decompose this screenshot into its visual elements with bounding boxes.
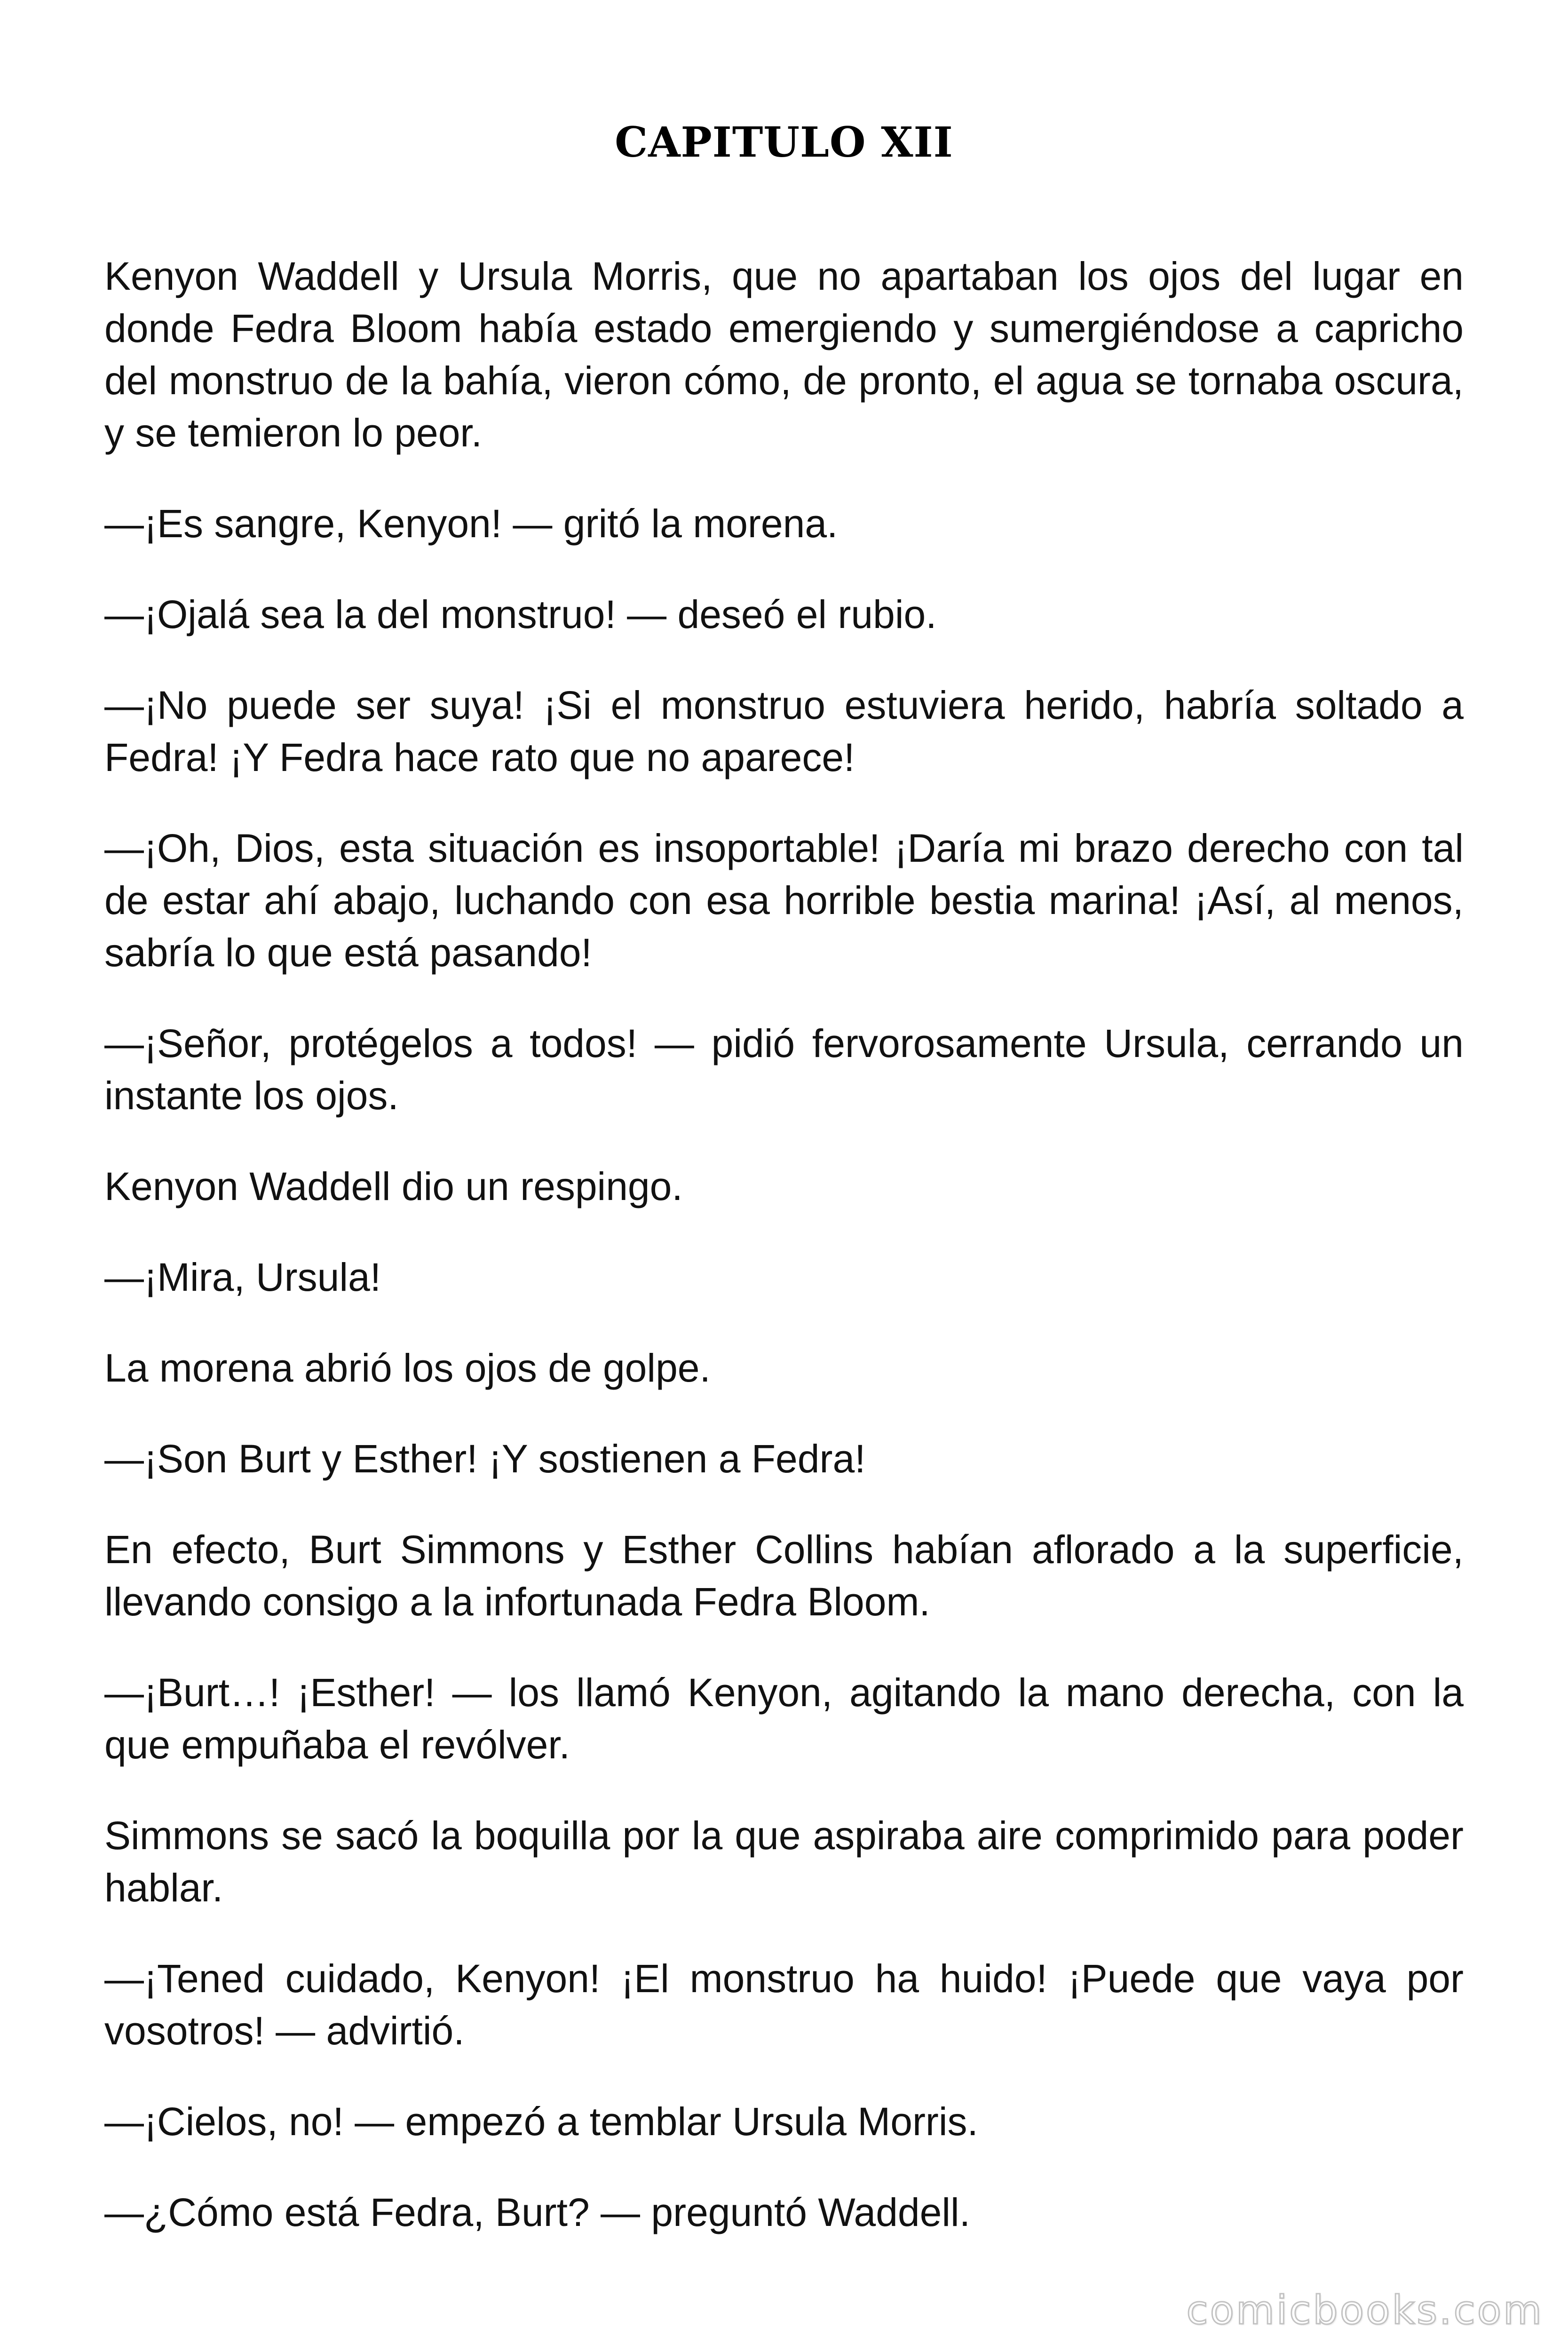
- paragraph: —¡Ojalá sea la del monstruo! — deseó el rubio.: [104, 592, 937, 636]
- paragraph: —¡Cielos, no! — empezó a temblar Ursula Morris.: [104, 2099, 978, 2144]
- paragraph: —¡Oh, Dios, esta situación es insoportable! ¡Daría mi brazo derecho con tal de estar ahí abajo, luchando con esa horrible bestia marina! ¡Así, al menos, sabría lo que está pasando!: [104, 826, 1464, 975]
- paragraph: Simmons se sacó la boquilla por la que aspiraba aire comprimido para poder hablar.: [104, 1813, 1464, 1910]
- chapter-title: CAPITULO XII: [615, 118, 953, 167]
- paragraph: —¡No puede ser suya! ¡Si el monstruo estuviera herido, habría soltado a Fedra! ¡Y Fedra hace rato que no aparece!: [104, 683, 1464, 779]
- paragraph: —¡Burt…! ¡Esther! — los llamó Kenyon, agitando la mano derecha, con la que empuñaba el revólver.: [104, 1670, 1464, 1767]
- paragraph: La morena abrió los ojos de golpe.: [104, 1345, 711, 1390]
- paragraph: Kenyon Waddell y Ursula Morris, que no apartaban los ojos del lugar en donde Fedra Bloom había estado emergiendo y sumergiéndose a capricho del monstruo de la bahía, vieron cómo, de pronto, el agua se tornaba oscura, y se temieron lo peor.: [104, 254, 1464, 455]
- paragraph: —¡Tened cuidado, Kenyon! ¡El monstruo ha huido! ¡Puede que vaya por vosotros! — advirtió.: [104, 1956, 1464, 2053]
- chapter-body: [104, 250, 1464, 2239]
- paragraph: —¿Cómo está Fedra, Burt? — preguntó Waddell.: [104, 2190, 971, 2234]
- paragraph: —¡Son Burt y Esther! ¡Y sostienen a Fedra!: [104, 1436, 866, 1481]
- paragraph: —¡Mira, Ursula!: [104, 1255, 381, 1299]
- paragraph: Kenyon Waddell dio un respingo.: [104, 1164, 683, 1208]
- paragraph: —¡Es sangre, Kenyon! — gritó la morena.: [104, 501, 838, 546]
- paragraph: —¡Señor, protégelos a todos! — pidió fervorosamente Ursula, cerrando un instante los ojos.: [104, 1021, 1464, 1118]
- watermark: comicbooks.com: [1186, 2287, 1544, 2333]
- paragraph: En efecto, Burt Simmons y Esther Collins habían aflorado a la superficie, llevando consigo a la infortunada Fedra Bloom.: [104, 1527, 1464, 1624]
